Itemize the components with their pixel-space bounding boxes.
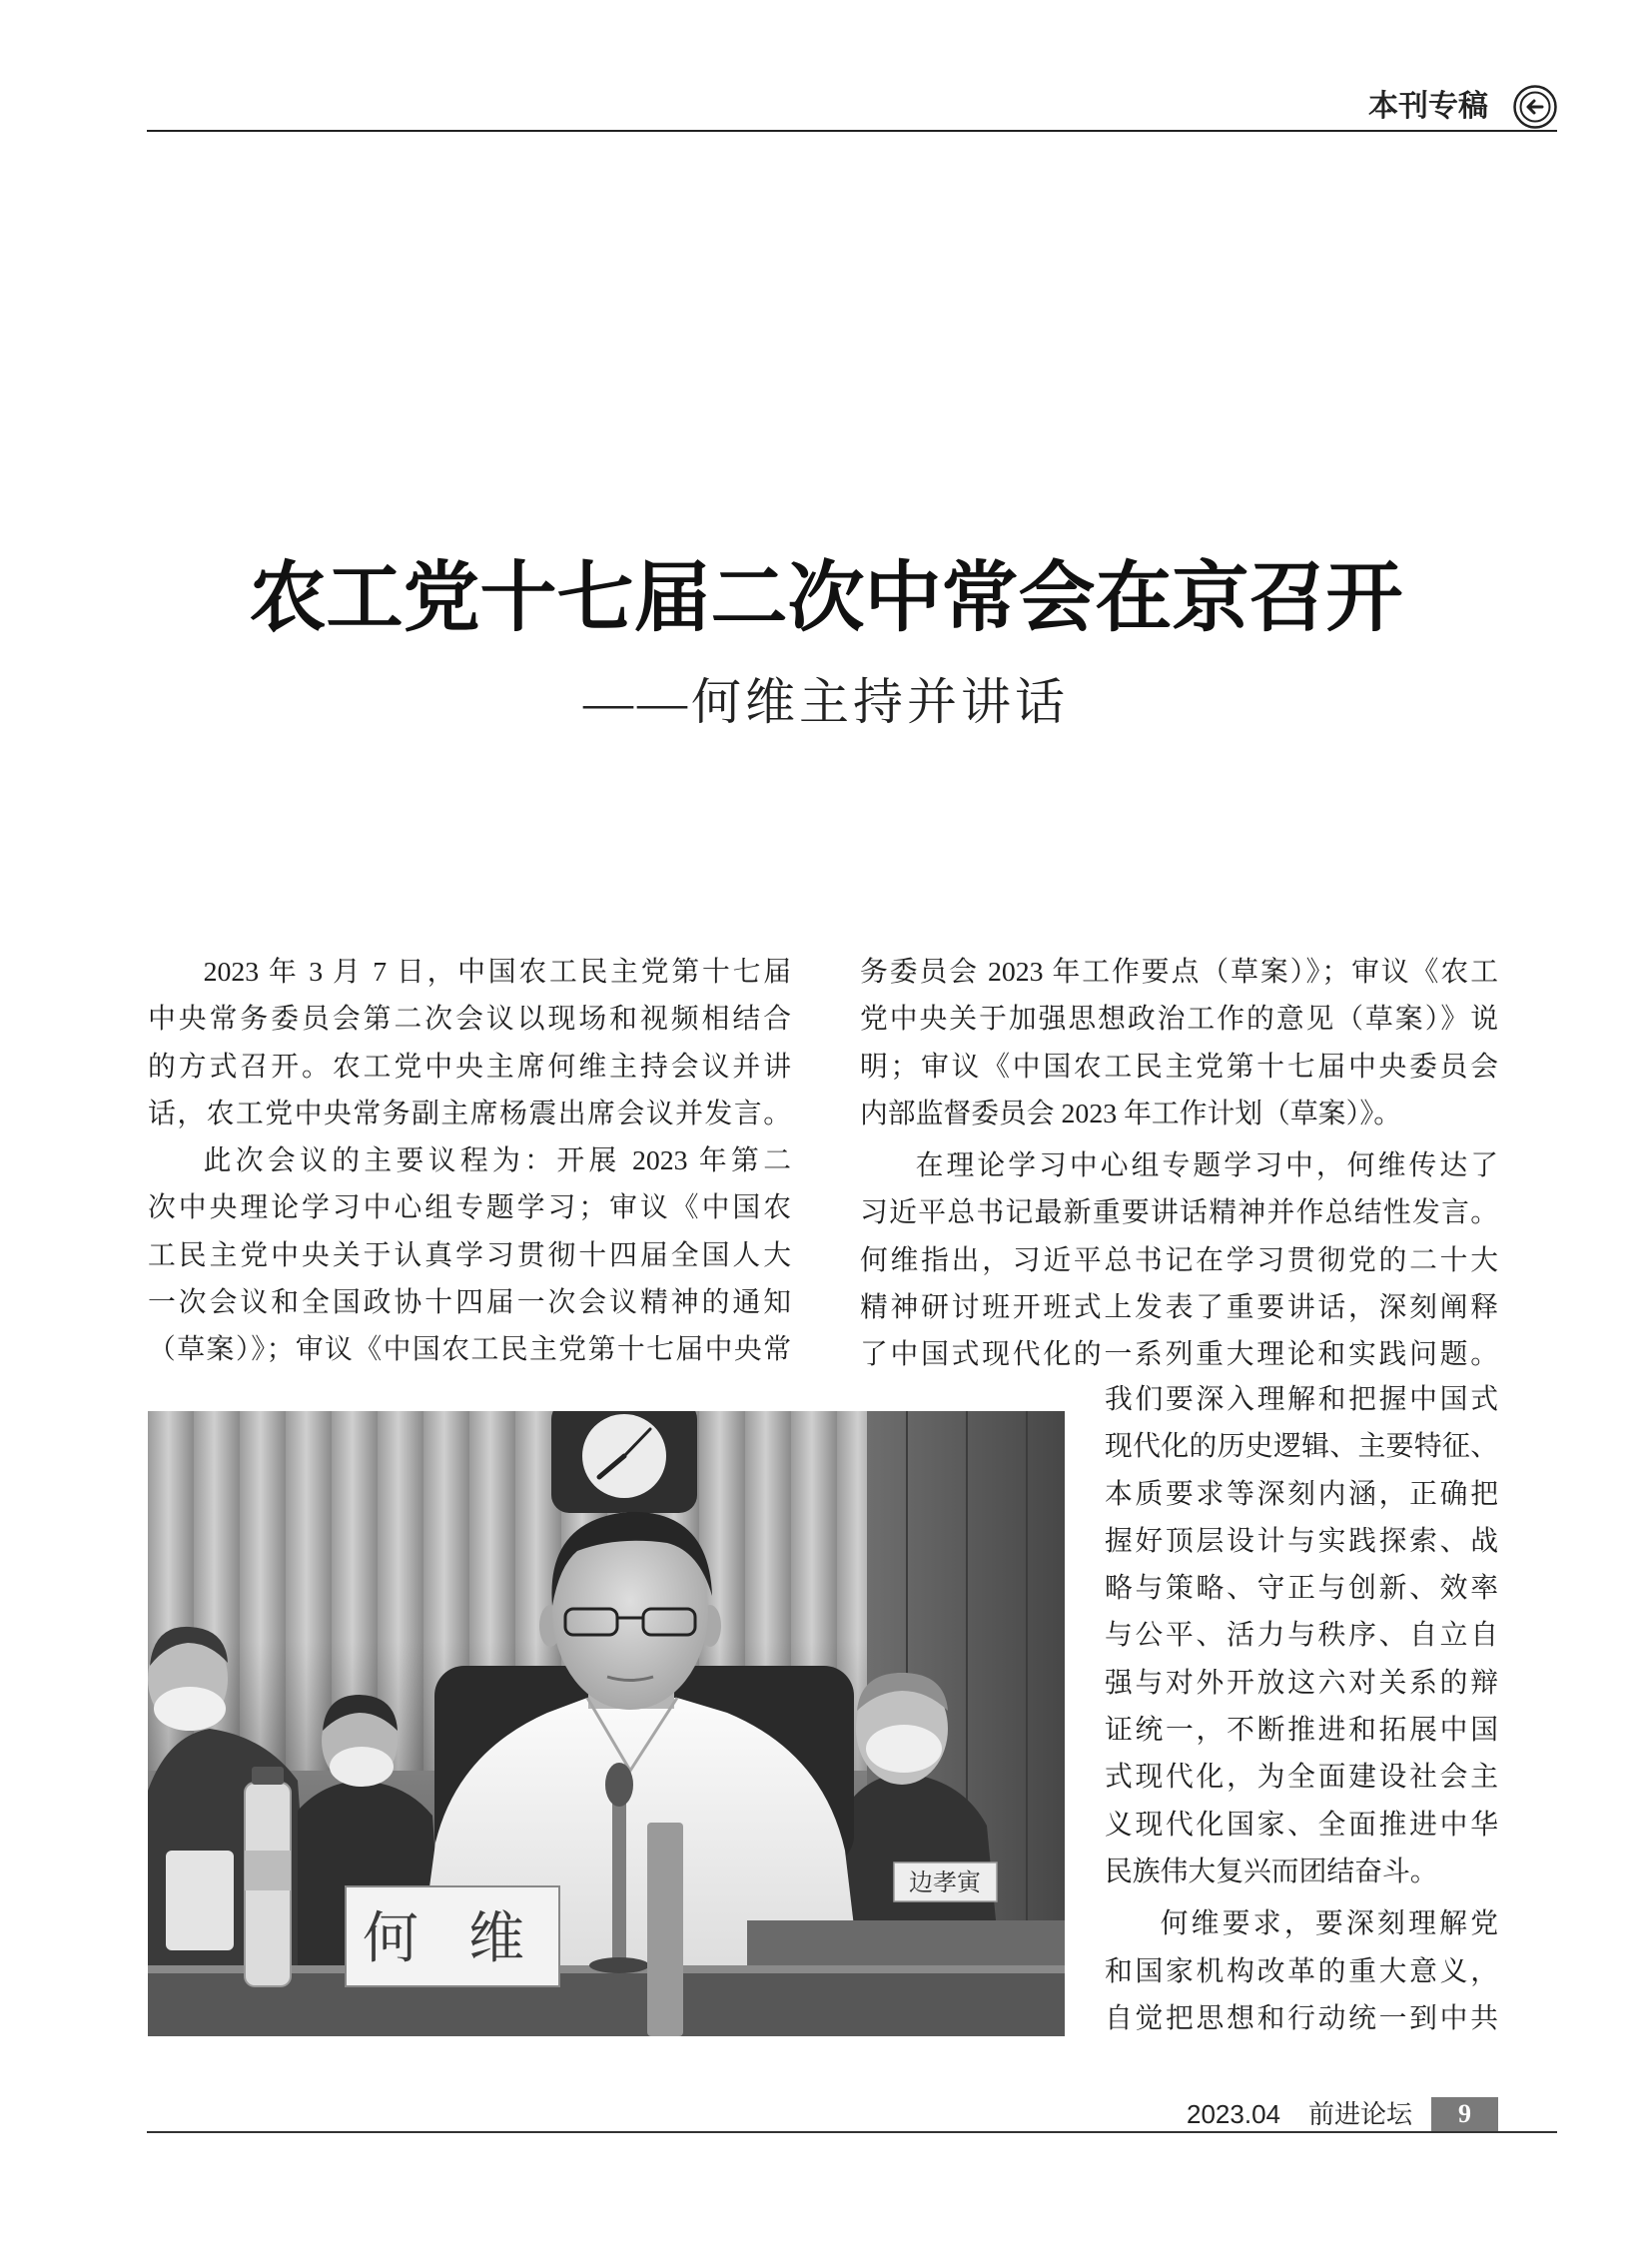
header-rule (147, 130, 1557, 132)
article-title: 农工党十七届二次中常会在京召开 (249, 555, 1403, 641)
text-line: 话，农工党中央常务副主席杨震出席会议并发言。 (148, 1098, 791, 1129)
mic-head (605, 1763, 633, 1807)
text-line: （草案）》；审议《中国农工民主党第十七届中央常 (148, 1334, 791, 1366)
text-line: 民族伟大复兴而团结奋斗。 (1105, 1856, 1438, 1887)
footer-issue: 2023.04 (1187, 2099, 1280, 2129)
water-bottle (245, 1767, 291, 1986)
text-line: 工民主党中央关于认真学习贯彻十四届全国人大 (148, 1239, 791, 1271)
text-line: 次中央理论学习中心组专题学习；审议《中国农 (148, 1192, 791, 1224)
face-mask (154, 1687, 226, 1731)
thermos (647, 1823, 683, 2036)
text-line: 精神研讨班开班式上发表了重要讲话，深刻阐释 (860, 1292, 1498, 1324)
body-column-left (148, 949, 791, 1374)
text-line: 习近平总书记最新重要讲话精神并作总结性发言。 (860, 1197, 1498, 1229)
mic-base (589, 1957, 649, 1973)
text-line: 一次会议和全国政协十四届一次会议精神的通知 (148, 1287, 791, 1319)
article-subtitle: ——何维主持并讲话 (583, 674, 1069, 730)
text-line: 了中国式现代化的一系列重大理论和实践问题。 (860, 1339, 1498, 1371)
nameplate-side (894, 1863, 997, 1901)
text-line: 握好顶层设计与实践探索、战 (1105, 1525, 1498, 1557)
text-line: 式现代化，为全面建设社会主 (1105, 1762, 1498, 1794)
circled-left-arrow-icon (1512, 84, 1558, 130)
nameplate-main (346, 1886, 559, 1986)
bottle-cap (252, 1767, 284, 1785)
text-line: 明；审议《中国农工民主党第十七届中央委员会 (860, 1051, 1498, 1083)
section-label: 本刊专稿 (1368, 90, 1488, 123)
wall-clock (551, 1411, 697, 1513)
text-line: 自觉把思想和行动统一到中共 (1105, 2002, 1498, 2034)
text-line: 现代化的历史逻辑、主要特征、 (1105, 1431, 1498, 1463)
text-line: 本质要求等深刻内涵，正确把 (1105, 1478, 1498, 1510)
footer-rule (147, 2131, 1557, 2133)
bottle-label (245, 1851, 291, 1890)
body-column-wrap (1105, 1376, 1498, 2042)
text-line: 2023 年 3 月 7 日，中国农工民主党第十七届 (203, 957, 791, 988)
text-line: 的方式召开。农工党中央主席何维主持会议并讲 (148, 1051, 791, 1083)
text-line: 务委员会 2023 年工作要点（草案）》；审议《农工 (860, 957, 1498, 988)
text-line: 何维要求，要深刻理解党 (1160, 1908, 1498, 1940)
text-line: 我们要深入理解和把握中国式 (1105, 1384, 1498, 1415)
text-line: 与公平、活力与秩序、自立自 (1105, 1620, 1498, 1652)
face-mask (866, 1725, 942, 1773)
meeting-photo (148, 1411, 1065, 2036)
text-line: 何维指出，习近平总书记在学习贯彻党的二十大 (860, 1244, 1498, 1276)
cup (166, 1851, 234, 1950)
text-line: 党中央关于加强思想政治工作的意见（草案）》说 (860, 1004, 1498, 1036)
text-line: 此次会议的主要议程为：开展 2023 年第二 (203, 1145, 791, 1177)
body-column-right (860, 949, 1498, 1379)
text-line: 证统一，不断推进和拓展中国 (1105, 1715, 1498, 1747)
text-line: 略与策略、守正与创新、效率 (1105, 1573, 1498, 1605)
mic-stem (612, 1791, 626, 1962)
text-line: 强与对外开放这六对关系的辩 (1105, 1667, 1498, 1699)
page-number: 9 (1431, 2097, 1498, 2131)
nameplate-main-text: 何 维 (363, 1908, 542, 1970)
face-mask (330, 1747, 394, 1787)
text-line: 义现代化国家、全面推进中华 (1105, 1809, 1498, 1841)
text-line: 和国家机构改革的重大意义， (1105, 1955, 1498, 1987)
footer-magazine-name: 前进论坛 (1308, 2099, 1413, 2129)
text-line: 中央常务委员会第二次会议以现场和视频相结合 (148, 1004, 791, 1036)
text-line: 在理论学习中心组专题学习中，何维传达了 (915, 1150, 1498, 1182)
text-line: 内部监督委员会 2023 年工作计划（草案）》。 (860, 1098, 1402, 1129)
meeting-photo-canvas (148, 1411, 1065, 2036)
nameplate-side-text: 边孝寅 (909, 1870, 981, 1896)
